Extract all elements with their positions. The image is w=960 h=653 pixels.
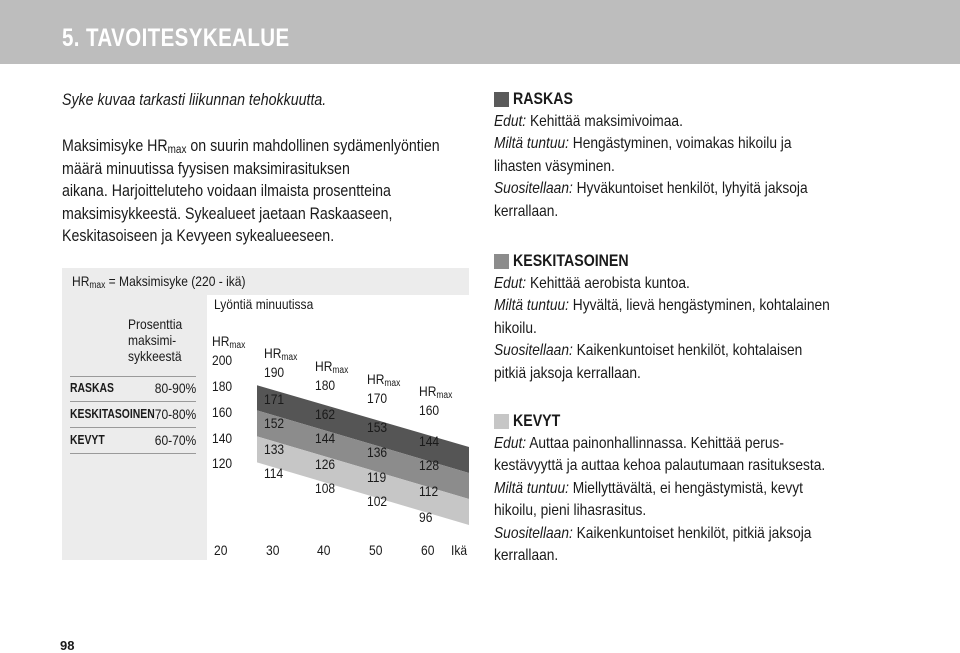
heart-rate-value: 120 <box>212 455 233 471</box>
heart-rate-chart: $HR_{max}$ = Maksimisyke (220 - ikä) Prosenttia maksimi- sykkeestä RASKAS 80-90% KESKITASOINEN 70-80% KEVYT 60-70% Lyöntiä minuutissa $HR_{max}$ 200 180 160 140 120 20 $HR_{max}$ 190 171 152 133 114 30 $HR_{max}$ 180 162 144 126 108 40 $HR_{max}$ 170 153 136 119 102 50 $HR_{max}$ 160 144 128 112 96 60 Ikä <box>62 268 469 560</box>
age-tick-label: 50 <box>369 542 383 558</box>
age-tick-label: 30 <box>266 542 280 558</box>
heart-rate-value: 153 <box>367 419 388 435</box>
zone-description-line: Suositellaan: Kaikenkuntoiset henkilöt, kohtalaisen <box>494 342 803 359</box>
heart-rate-value: 112 <box>419 483 439 499</box>
heart-rate-value: 180 <box>212 378 233 394</box>
heart-rate-value: 171 <box>264 391 285 407</box>
heart-rate-value: 162 <box>315 406 336 422</box>
zone-description-line: Edut: Kehittää aerobista kuntoa. <box>494 274 690 292</box>
zone-description-title: KEVYT <box>494 410 904 433</box>
intro-line: maksimisykkeestä. Sykealueet jaetaan Raskaaseen, <box>62 204 393 223</box>
age-axis-label: Ikä <box>451 542 468 558</box>
hrmax-value: 170 <box>367 390 388 406</box>
zone-divider <box>70 401 196 402</box>
zone-color-swatch <box>494 254 509 269</box>
zone-description-line: kerrallaan. <box>494 202 559 220</box>
age-tick-label: 60 <box>421 542 435 558</box>
intro-line: Maksimisyke $HR_{max}$ on suurin mahdollinen sydämenlyöntien <box>62 137 440 156</box>
age-tick-label: 20 <box>214 542 228 558</box>
hrmax-label: $HR_{max}$ <box>419 383 453 401</box>
zone-column-header: Prosenttia maksimi- sykkeestä <box>128 316 183 364</box>
intro-line: aikana. Harjoitteluteho voidaan ilmaista prosentteina <box>62 182 391 200</box>
zone-description-line: lihasten väsyminen. <box>494 157 615 175</box>
heart-rate-value: 144 <box>315 430 336 446</box>
hrmax-label: $HR_{max}$ <box>264 345 298 363</box>
zone-description-line: Miltä tuntuu: Hengästyminen, voimakas hikoilu ja <box>494 135 792 152</box>
heart-rate-value: 114 <box>264 465 284 481</box>
hrmax-value: 190 <box>264 364 285 380</box>
zone-description-line: Miltä tuntuu: Miellyttävältä, ei hengästymistä, kevyt <box>494 479 803 497</box>
zone-description-title: KESKITASOINEN <box>494 250 904 273</box>
hrmax-label: $HR_{max}$ <box>367 371 401 389</box>
heart-rate-value: 144 <box>419 433 440 449</box>
chart-inner-title: Lyöntiä minuutissa <box>214 296 314 312</box>
hrmax-value: 160 <box>419 402 440 418</box>
intro-line: määrä minuutissa fyysisen maksimirasituksen <box>62 159 350 178</box>
hrmax-label: $HR_{max}$ <box>315 358 349 376</box>
zone-divider <box>70 376 196 377</box>
zone-description-line: Edut: Auttaa painonhallinnassa. Kehittää perus- <box>494 434 784 452</box>
heart-rate-value: 136 <box>367 444 388 460</box>
zone-description-line: Suositellaan: Kaikenkuntoiset henkilöt, pitkiä jaksoja <box>494 524 812 542</box>
age-tick-label: 40 <box>317 542 331 558</box>
page-number: 98 <box>60 638 75 653</box>
zone-description-line: hikoilu. <box>494 319 537 337</box>
hrmax-formula: $HR_{max}$ = Maksimisyke (220 - ikä) <box>72 273 246 291</box>
zone-description-2 <box>494 410 904 568</box>
heart-rate-value: 119 <box>367 469 387 485</box>
zone-description-0 <box>494 88 904 223</box>
zone-description-line: Edut: Kehittää maksimivoimaa. <box>494 112 683 130</box>
zone-description-line: kerrallaan. <box>494 547 559 564</box>
heart-rate-value: 140 <box>212 430 233 446</box>
heart-rate-value: 128 <box>419 457 440 473</box>
zone-divider <box>70 427 196 428</box>
heart-rate-value: 133 <box>264 441 285 457</box>
heart-rate-value: 160 <box>212 404 233 420</box>
zone-description-1 <box>494 250 904 385</box>
zone-description-line: Suositellaan: Hyväkuntoiset henkilöt, lyhyitä jaksoja <box>494 180 808 197</box>
page-title: 5. TAVOITESYKEALUE <box>62 24 290 52</box>
intro-line: Keskitasoiseen ja Kevyeen sykealueeseen. <box>62 227 335 245</box>
lead-text: Syke kuvaa tarkasti liikunnan tehokkuutta. <box>62 91 327 109</box>
zone-color-swatch <box>494 92 509 107</box>
zone-divider <box>70 453 196 454</box>
zone-description-title: RASKAS <box>494 88 904 111</box>
hrmax-value: 200 <box>212 352 233 368</box>
hrmax-label: $HR_{max}$ <box>212 333 246 351</box>
heart-rate-value: 108 <box>315 480 336 496</box>
chart-plot-area <box>207 295 469 560</box>
zone-color-swatch <box>494 414 509 429</box>
hrmax-value: 180 <box>315 377 336 393</box>
zone-description-line: Miltä tuntuu: Hyvältä, lievä hengästyminen, kohtalainen <box>494 297 830 314</box>
intro-paragraph <box>62 135 501 248</box>
heart-rate-value: 152 <box>264 415 285 431</box>
zone-description-line: hikoilu, pieni lihasrasitus. <box>494 502 647 519</box>
zone-description-line: kestävyyttä ja auttaa kehoa palautumaan rasituksesta. <box>494 457 826 474</box>
zone-description-line: pitkiä jaksoja kerrallaan. <box>494 364 641 382</box>
heart-rate-value: 96 <box>419 509 433 525</box>
page-header <box>0 0 960 64</box>
heart-rate-value: 102 <box>367 493 388 509</box>
heart-rate-value: 126 <box>315 456 336 472</box>
